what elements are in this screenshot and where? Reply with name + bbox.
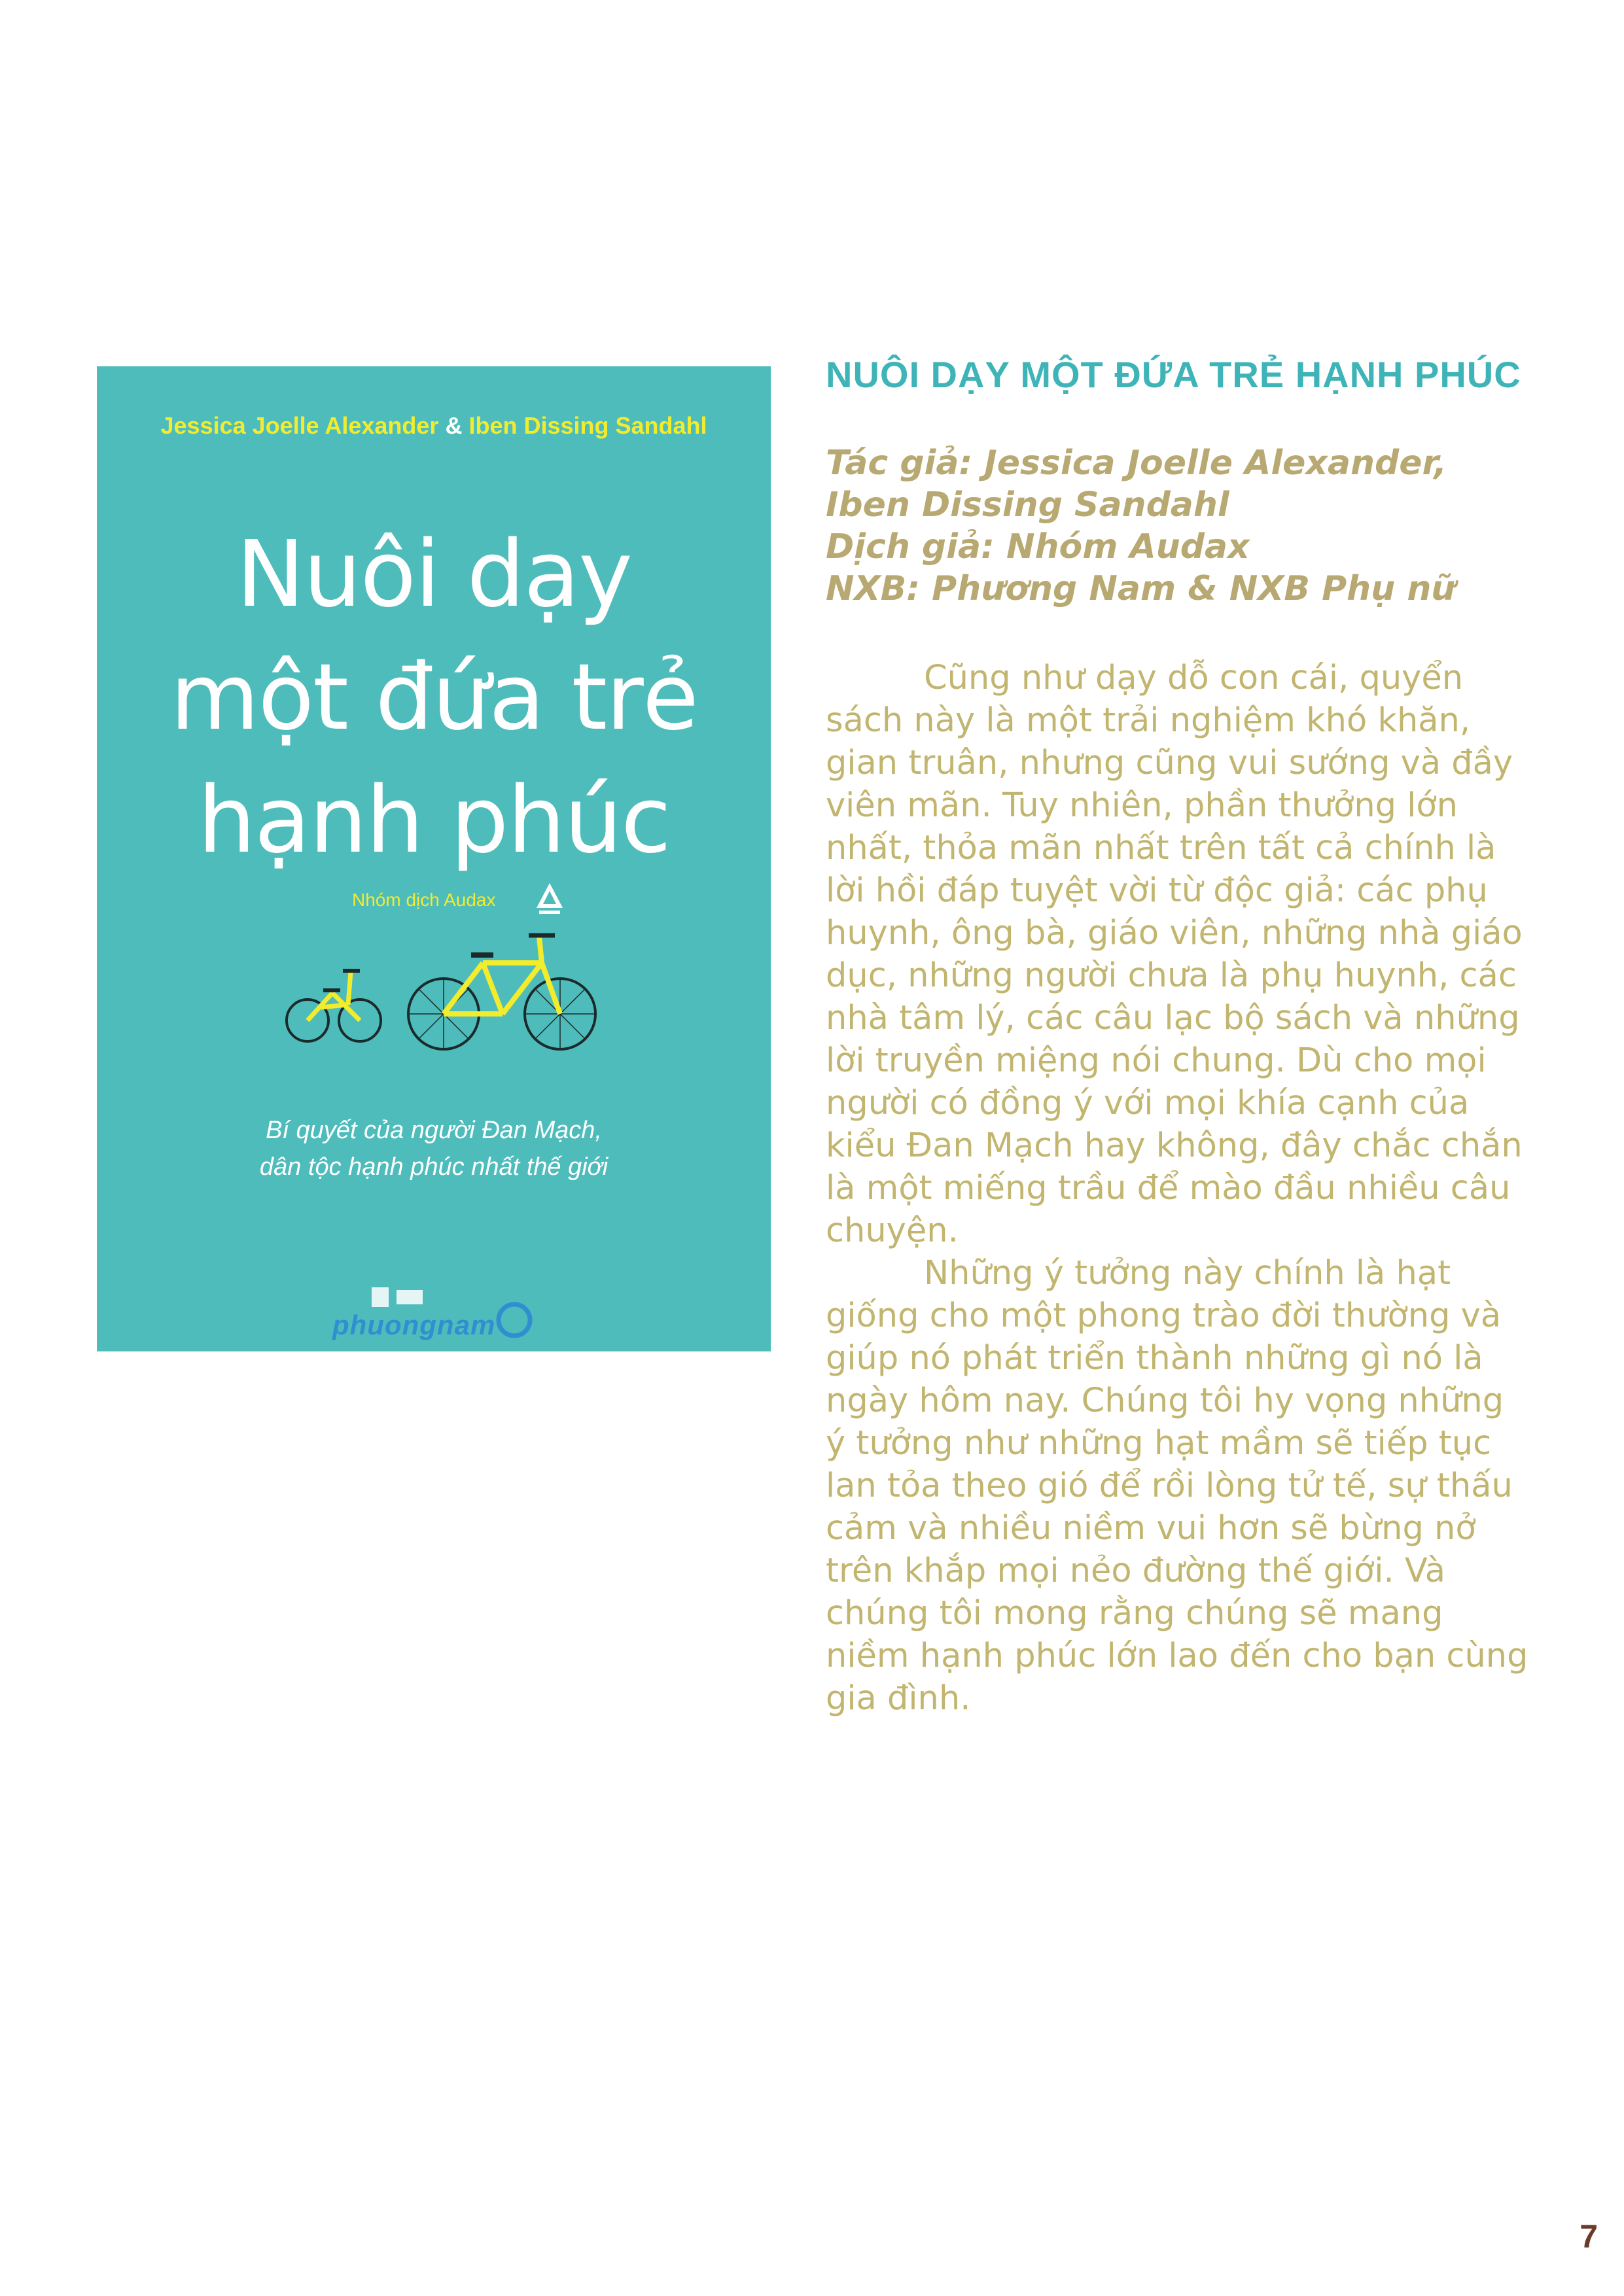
cover-title: [97, 513, 771, 882]
cover-title-line: một đứa trẻ: [170, 644, 697, 751]
article-body: [826, 657, 1532, 1720]
publisher-logo-icon: [535, 882, 564, 916]
cover-author-2: Iben Dissing Sandahl: [468, 412, 707, 439]
cover-title-line: hạnh phúc: [198, 767, 670, 874]
cover-brand-name: phuongnam: [332, 1310, 496, 1340]
book-meta: [826, 442, 1455, 610]
page-number: 7: [1580, 2218, 1598, 2255]
bicycles-illustration: [280, 922, 620, 1053]
large-bike-icon: [408, 935, 595, 1049]
cover-author-1: Jessica Joelle Alexander: [160, 412, 439, 439]
cover-subtitle-line: dân tộc hạnh phúc nhất thế giới: [259, 1153, 609, 1181]
paragraph: Những ý tưởng này chính là hạt giống cho một phong trào đời thường và giúp nó phát triển thành những gì nó là ngày hôm nay. Chúng tôi hy vọng những ý tưởng như những hạt mầm sẽ tiếp tục lan tỏa theo gió để rồi lòng tử tế, sự thấu cảm và nhiều niềm vui hơn sẽ bừng nở trên khắp mọi nẻo đường thế giới. Và chúng tôi mong rằng chúng sẽ mang niềm hạnh phúc lớn lao đến cho bạn cùng gia đình.: [826, 1254, 1528, 1718]
cover-subtitle-line: Bí quyết của người Đan Mạch,: [266, 1117, 602, 1144]
book-cover: [97, 366, 771, 1351]
cover-title-line: Nuôi dạy: [236, 521, 632, 628]
translator-line: Dịch giả: Nhóm Audax: [826, 527, 1250, 566]
publisher-line: NXB: Phương Nam & NXB Phụ nữ: [826, 569, 1456, 608]
cover-ampersand: &: [445, 412, 463, 439]
small-bike-icon: [287, 971, 381, 1041]
cover-subtitle: [97, 1112, 771, 1185]
author-line: Iben Dissing Sandahl: [826, 485, 1229, 525]
paragraph: Cũng như dạy dỗ con cái, quyển sách này là một trải nghiệm khó khăn, gian truân, nhưng cũng vui sướng và đầy viên mãn. Tuy nhiên, phần thưởng lớn nhất, thỏa mãn nhất trên tất cả chính là lời hồi đáp tuyệt vời từ độc giả: các phụ huynh, ông bà, giáo viên, những nhà giáo dục, những người chưa là phụ huynh, các nhà tâm lý, các câu lạc bộ sách và những lời truyền miệng nói chung. Dù cho mọi người có đồng ý với mọi khía cạnh của kiểu Đan Mạch hay không, đây chắc chắn là một miếng trầu để mào đầu nhiều câu chuyện.: [826, 659, 1523, 1250]
author-line: Tác giả: Jessica Joelle Alexander,: [826, 444, 1447, 483]
book-heading: NUÔI DẠY MỘT ĐỨA TRẺ HẠNH PHÚC: [826, 354, 1521, 395]
cover-translator: Nhóm dịch Audax: [352, 890, 496, 910]
cover-authors: [97, 412, 771, 440]
